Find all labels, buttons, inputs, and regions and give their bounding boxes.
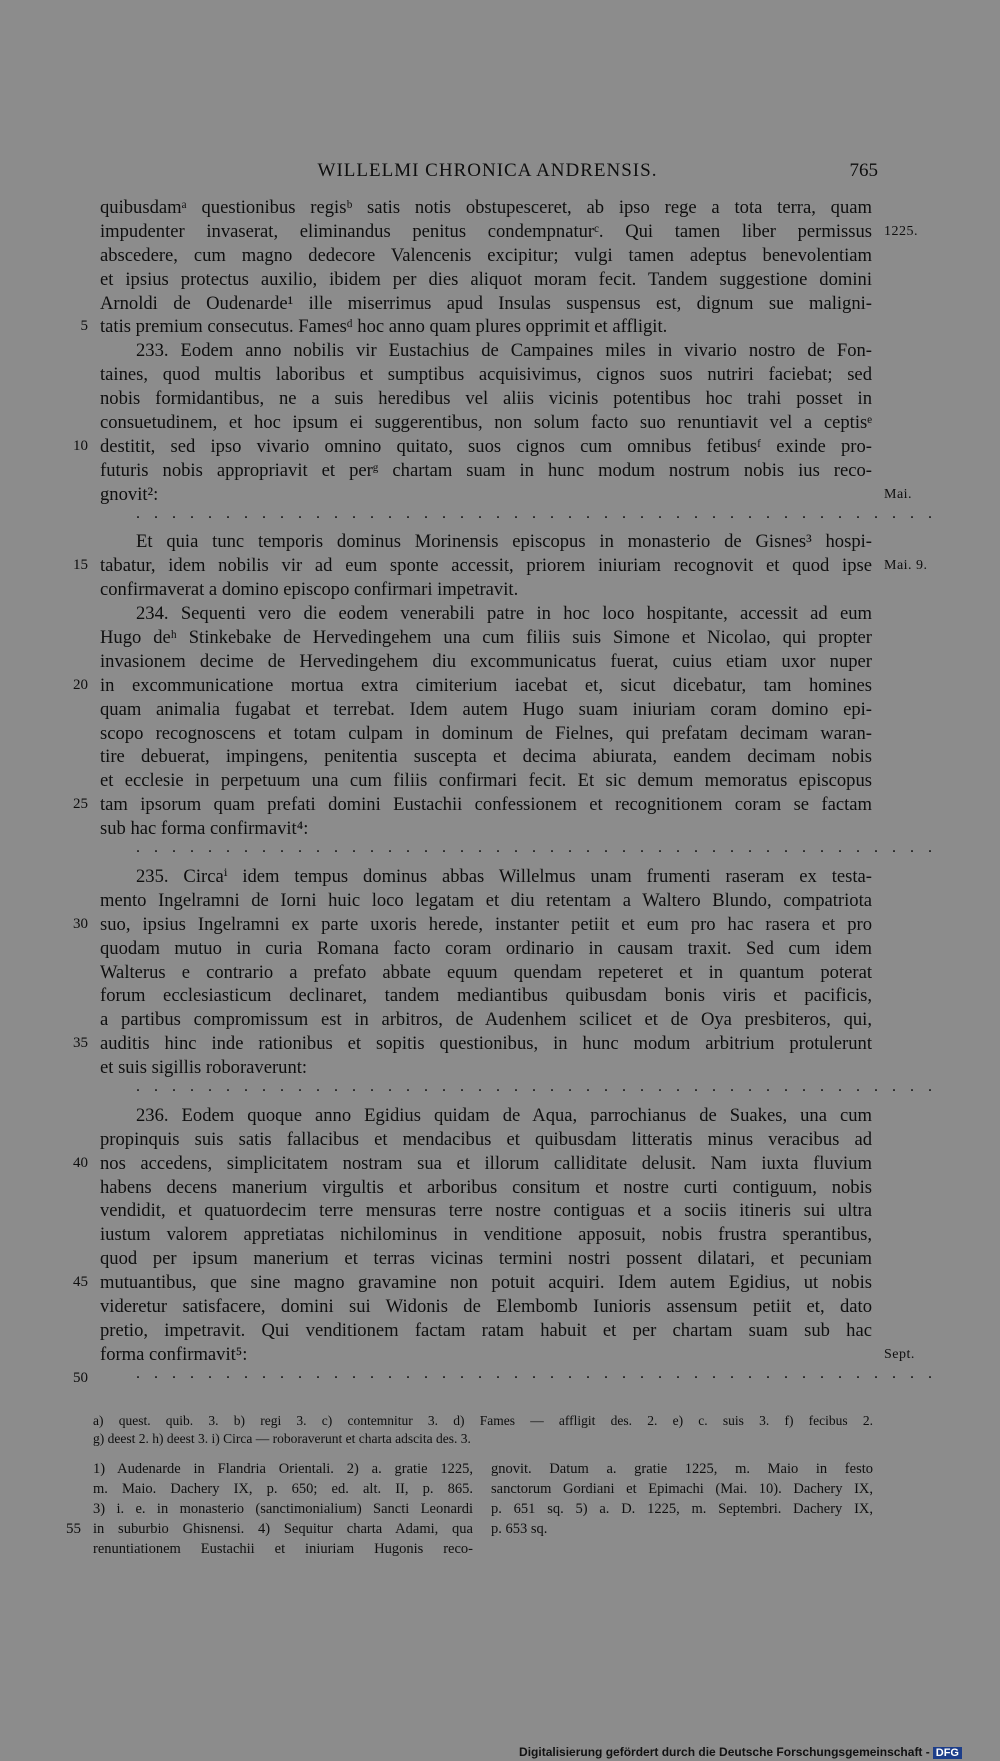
line-text: Walterus e contrario a prefato abbate equum quendam repeteret et in quantum poterat	[100, 961, 872, 983]
line-number: 55	[66, 1521, 81, 1537]
footnote-line	[491, 1459, 873, 1479]
footnote-line	[93, 1479, 473, 1499]
line-text: suo, ipsius Ingelramni ex parte uxoris herede, instanter petiit et eum pro hac rasera et pro	[100, 913, 872, 935]
line-text: quodam mutuo in curia Romana facto coram ordinario in causam traxit. Sed cum idem	[100, 937, 872, 959]
footnote-text: renuntiationem Eustachii et iniuriam Hugonis reco-	[93, 1541, 473, 1557]
text-line	[100, 483, 872, 507]
footnote-text: 1) Audenarde in Flandria Orientali. 2) a. gratie 1225,	[93, 1461, 473, 1477]
text-line	[100, 435, 872, 459]
footnote-text: gnovit. Datum a. gratie 1225, m. Maio in festo	[491, 1461, 873, 1477]
text-line	[100, 937, 872, 961]
line-text: a partibus compromissum est in arbitros, de Audenhem scilicet et de Oya presbiteros, qui,	[100, 1009, 872, 1031]
apparatus-line: g) deest 2. h) deest 3. i) Circa — roboraverunt et charta adscita des. 3.	[93, 1431, 471, 1446]
line-text: mento Ingelramni de Iorni huic loco legatam et diu retentam a Waltero Blundo, compatriota	[100, 889, 872, 911]
line-number: 40	[73, 1154, 88, 1171]
text-line	[100, 626, 872, 650]
line-text: taines, quod multis laboribus et sumptibus acquisivimus, cignos suos nutriri faciebat; sed	[100, 364, 872, 386]
text-line	[100, 817, 872, 841]
text-line	[100, 1032, 872, 1056]
text-line	[100, 578, 872, 602]
footnote-line	[93, 1459, 473, 1479]
line-text: et suis sigillis roboraverunt:	[100, 1057, 308, 1079]
main-text	[73, 196, 946, 1391]
footnote-line	[491, 1519, 873, 1539]
ellipsis-line: .............................................	[136, 1077, 946, 1095]
line-number: 50	[73, 1369, 88, 1386]
line-number: 35	[73, 1035, 88, 1052]
line-text: confirmaverat a domino episcopo confirmari impetravit.	[100, 579, 519, 601]
apparatus-line: a) quest. quib. 3. b) regi 3. c) contemnitur 3. d) Fames — affligit des. 2. e) c. suis 3. f) fecibus 2.	[93, 1413, 873, 1428]
text-line	[100, 984, 872, 1008]
footnote-text: sanctorum Gordiani et Epimachi (Mai. 10). Dachery IX,	[491, 1481, 873, 1497]
footnote-text: m. Maio. Dachery IX, p. 650; ed. alt. II, p. 865.	[93, 1481, 473, 1497]
line-text: tabatur, idem nobilis vir ad eum sponte accessit, priorem iniuriam recognovit et quod ipse	[100, 555, 872, 577]
line-text: auditis hinc inde rationibus et sopitis questionibus, in hunc modum arbitrium protulerunt	[100, 1033, 872, 1055]
text-line	[100, 602, 872, 626]
footnote-text: p. 651 sq. 5) a. D. 1225, m. Septembri. Dachery IX,	[491, 1501, 873, 1517]
margin-date: Mai.	[884, 486, 913, 502]
line-text: impudenter invaserat, eliminandus penitus condempnaturᶜ. Qui tamen liber permissus	[100, 220, 872, 242]
line-text: tatis premium consecutus. Famesᵈ hoc anno quam plures opprimit et affligit.	[100, 316, 668, 338]
margin-date: Mai. 9.	[884, 558, 928, 574]
line-text: 236. Eodem quoque anno Egidius quidam de Aqua, parrochianus de Suakes, una cum	[136, 1104, 872, 1126]
line-text: scopo recognoscens et totam culpam in dominum de Fielnes, qui prefatam decimam waran-	[100, 722, 872, 744]
margin-date: 1225.	[884, 223, 918, 239]
line-number: 5	[80, 318, 88, 335]
text-line	[100, 1152, 872, 1176]
running-title: WILLELMI CHRONICA ANDRENSIS.	[317, 160, 658, 181]
line-number: 25	[73, 796, 88, 813]
line-text: consuetudinem, et hoc ipsum ei suggerentibus, non solum facto suo renuntiavit vel a ceptisᵉ	[100, 412, 872, 434]
line-text: in excommunicatione mortua extra cimiterium iacebat et, sicut dicebatur, tam homines	[100, 674, 872, 696]
text-line	[100, 793, 872, 817]
text-line	[100, 1295, 872, 1319]
critical-apparatus	[93, 1412, 873, 1448]
ellipsis-line: .............................................	[136, 839, 946, 857]
text-line	[100, 722, 872, 746]
line-text: 234. Sequenti vero die eodem venerabili patre in hoc loco hospitante, accessit ad eum	[136, 603, 872, 625]
line-text: habens decens manerium virgultis et arboribus consitum et nostre curti contiguum, nobis	[100, 1176, 872, 1198]
line-text: propinquis suis satis fallacibus et mendacibus et quibusdam litteratis minus veracibus ad	[100, 1128, 872, 1150]
line-text: quam animalia fugabat et terrebat. Idem autem Hugo suam iniuriam coram domino epi-	[100, 698, 872, 720]
line-text: et ecclesie in perpetuum una cum filiis confirmari fecit. Et sic demum memoratus episcopus	[100, 770, 872, 792]
line-text: quibusdamᵃ questionibus regisᵇ satis notis obstupesceret, ab ipso rege a tota terra, quam	[100, 197, 872, 218]
text-line	[100, 1271, 872, 1295]
text-line	[100, 745, 872, 769]
text-line	[100, 1056, 872, 1080]
footnote-line	[491, 1499, 873, 1519]
line-number: 20	[73, 676, 88, 693]
text-line	[100, 268, 872, 292]
line-text: vendidit, et quatuordecim terre mensuras terre nostre contiguas et a sociis itineris sui ultra	[100, 1200, 872, 1222]
line-text: invasionem decime de Hervedingehem diu excommunicatus fuerat, cuius etiam uxor nuper	[100, 650, 872, 672]
text-line	[100, 865, 872, 889]
margin-date: Sept.	[884, 1346, 915, 1362]
text-line	[100, 1176, 872, 1200]
dfg-logo: DFG	[933, 1747, 962, 1759]
ellipsis-line: ............................................. 50	[100, 1367, 872, 1391]
line-text: futuris nobis appropriavit et perᵍ chartam suam in hunc modum nostrum nobis ius reco-	[100, 459, 872, 481]
line-text: iustum valorem appretiatas nichilominus in venditione apposuit, nobis frustra sperantibus,	[100, 1224, 872, 1246]
text-line	[100, 363, 872, 387]
line-text: quod per ipsum manerium et terras vicinas termini nostri possent dilatari, et pecuniam	[100, 1248, 872, 1270]
footnote-line	[93, 1519, 473, 1539]
line-text: mutuantibus, que sine magno gravamine non potuit acquiri. Idem autem Egidius, ut nobis	[100, 1272, 872, 1294]
line-text: et ipsius protectus auxilio, ibidem per dies aliquot moram fecit. Tandem suggestione domini	[100, 268, 872, 290]
line-text: gnovit²:	[100, 483, 159, 505]
line-text: 235. Circaⁱ idem tempus dominus abbas Willelmus unam frumenti raseram ex testa-	[136, 865, 872, 887]
text-line	[100, 913, 872, 937]
text-line	[100, 339, 872, 363]
text-line	[100, 1199, 872, 1223]
footnotes-right-column	[491, 1459, 873, 1539]
footnote-text: in suburbio Ghisnensi. 4) Sequitur charta Adami, qua	[93, 1521, 473, 1537]
line-text: 233. Eodem anno nobilis vir Eustachius de Campaines miles in vivario nostro de Fon-	[136, 340, 872, 362]
line-text: Et quia tunc temporis dominus Morinensis episcopus in monasterio de Gisnes³ hospi-	[136, 531, 872, 553]
text-line	[100, 674, 872, 698]
line-text: Arnoldi de Oudenarde¹ ille miserrimus apud Insulas suspensus est, dignum sue maligni-	[100, 292, 872, 314]
line-text: forma confirmavit⁵:	[100, 1343, 248, 1365]
line-text: abscedere, cum magno dedecore Valencenis excipitur; vulgi tamen adeptus benevolentiam	[100, 244, 872, 266]
text-line	[100, 220, 872, 244]
text-line	[100, 698, 872, 722]
line-text: destitit, sed ipso vivario omnino quitato, suos cignos cum omnibus fetibusᶠ exinde pro-	[100, 435, 872, 457]
footnote-text: p. 653 sq.	[491, 1521, 548, 1537]
line-number: 45	[73, 1274, 88, 1291]
text-line	[100, 1343, 872, 1367]
line-text: tam ipsorum quam prefati domini Eustachii confessionem et recognitionem coram se factam	[100, 794, 872, 816]
credit-text: Digitalisierung gefördert durch die Deutsche Forschungsgemeinschaft -	[519, 1745, 930, 1759]
line-text: videretur satisfacere, domini sui Widonis de Elembomb Iunioris assensum petiit et, dato	[100, 1295, 872, 1317]
footnote-text: 3) i. e. in monasterio (sanctimonialium) Sancti Leonardi	[93, 1501, 473, 1517]
page-header	[95, 160, 880, 190]
text-line	[100, 554, 872, 578]
text-line	[100, 1223, 872, 1247]
line-number: 10	[73, 437, 88, 454]
line-text: nos accedens, simplicitatem nostram sua et illorum calliditate delusit. Nam iuxta fluvium	[100, 1152, 872, 1174]
digitization-credit	[519, 1745, 962, 1759]
text-line	[100, 961, 872, 985]
ellipsis-line: .............................................	[136, 504, 946, 522]
footnote-line	[491, 1479, 873, 1499]
footnotes-left-column	[66, 1459, 473, 1559]
line-text: pretio, impetravit. Qui venditionem factam ratam habuit et per chartam suam sub hac	[100, 1319, 872, 1341]
page-number: 765	[849, 160, 878, 181]
line-text: forum ecclesiasticum declinaret, tandem mediantibus quibusdam bonis viris et pacificis,	[100, 985, 872, 1007]
line-number: 15	[73, 557, 88, 574]
text-line	[100, 244, 872, 268]
text-line	[100, 315, 872, 339]
line-text: sub hac forma confirmavit⁴:	[100, 818, 309, 840]
line-number: 30	[73, 915, 88, 932]
line-text: tire debuerat, impingens, penitentia suscepta et decima abiurata, eandem decimam nobis	[100, 746, 872, 768]
text-line	[100, 1104, 872, 1128]
line-text: nobis formidantibus, ne a suis heredibus vel aliis vicinis potentibus hoc trahi posset in	[100, 388, 872, 410]
line-text: Hugo deʰ Stinkebake de Hervedingehem una cum filiis suis Simone et Nicolao, qui propter	[100, 627, 872, 649]
text-line	[100, 387, 872, 411]
footnote-line	[93, 1539, 473, 1559]
